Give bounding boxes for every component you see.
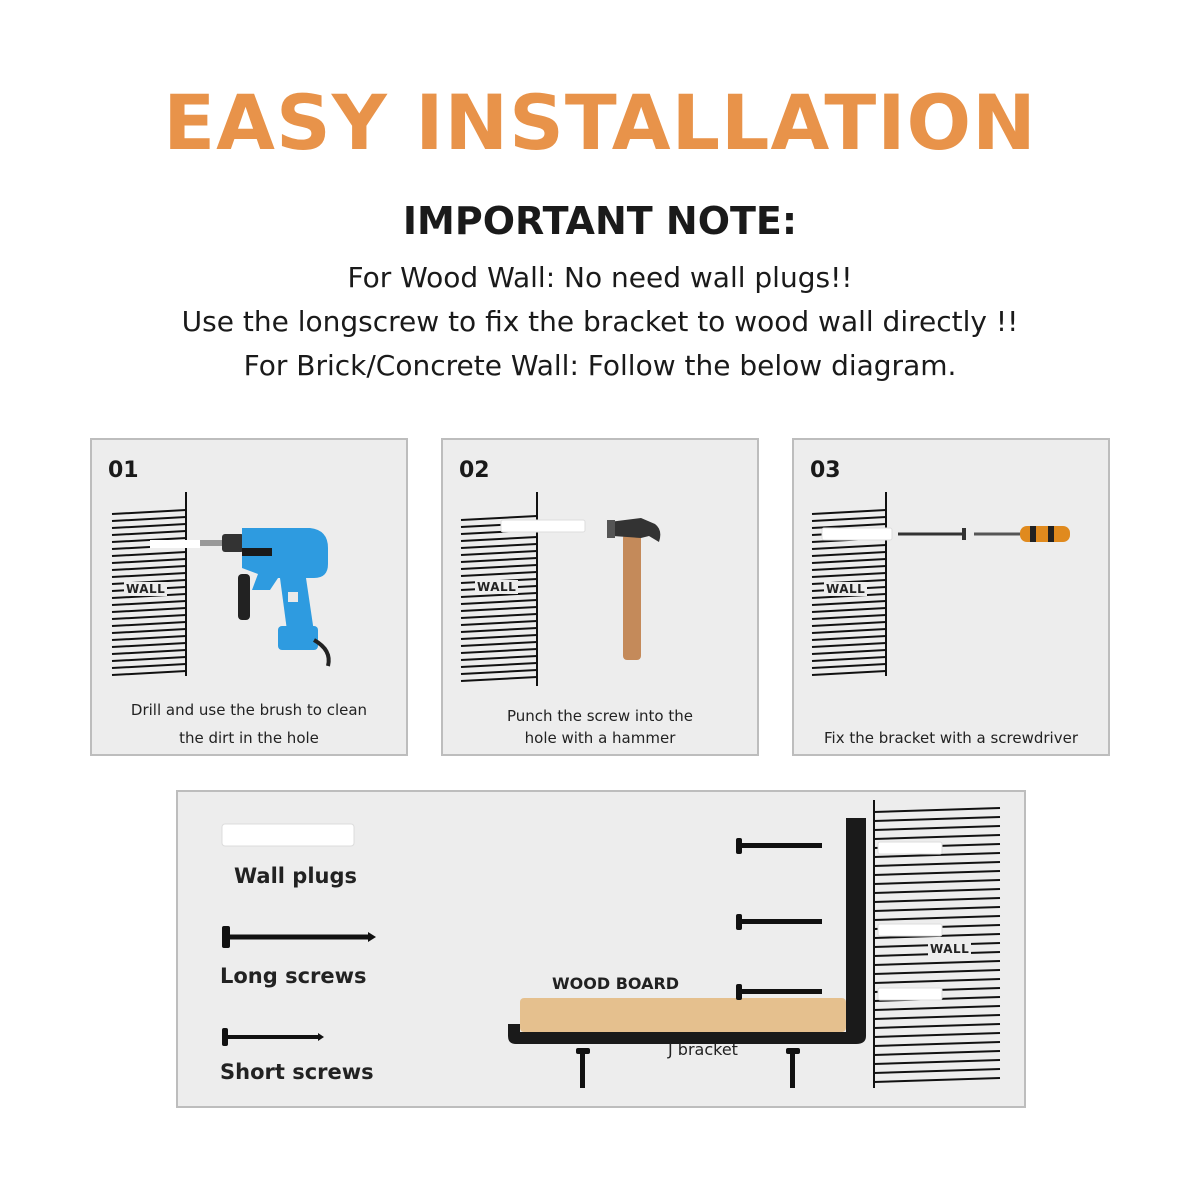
wall-hatch-line [112,615,186,619]
step-caption-line: Fix the bracket with a screwdriver [824,729,1078,747]
wall-plugs-label: Wall plugs [234,864,358,888]
step-caption-line: hole with a hammer [524,729,676,747]
wall-hatch-line [461,544,537,548]
j-bracket-label: J bracket [668,1040,738,1059]
wall-hatch-line [812,664,886,668]
screwdriver-illustration [794,440,1110,756]
wall-hatch-line [874,979,1000,983]
wall-hatch-line [874,1078,1000,1082]
wall-hatch-line [874,907,1000,911]
wall-hatch-line [112,636,186,640]
wall-hatch-line [812,517,886,521]
wall-hatch-line [461,565,537,569]
long-screw-installed [736,838,822,1000]
wall-hatch-line [112,566,186,570]
wall-label: WALL [126,582,166,596]
wall-hatch-line [112,650,186,654]
wall-hatch-line [812,524,886,528]
hammer-icon [607,518,660,660]
wall-hatch-line [812,545,886,549]
step-number: 02 [459,458,490,483]
note-line-brick-wall: For Brick/Concrete Wall: Follow the below diagram. [243,349,957,382]
wall-hatch-line [874,1024,1000,1028]
wall-hatch-line [461,558,537,562]
step-panel-03 [792,438,1110,756]
wall-hatch-line [812,559,886,563]
long-screws-label: Long screws [220,964,367,988]
wall-hatch-line [812,608,886,612]
wall-hatch-line [812,615,886,619]
wall-hatch-line [874,835,1000,839]
note-line-longscrew: Use the longscrew to fix the bracket to wood wall directly !! [181,305,1019,338]
wall-hatch-line [461,572,537,576]
wall-hatch-line [812,552,886,556]
important-note-heading: IMPORTANT NOTE: [402,199,798,243]
wall-hatch-line [874,1069,1000,1073]
short-screws-label: Short screws [220,1060,374,1084]
wall-hatch-line [112,510,186,514]
wall-hatch-line [812,671,886,675]
page-title: EASY INSTALLATION [163,78,1037,167]
wall-hatch-line [874,1060,1000,1064]
screwdriver-icon [974,526,1070,542]
note-line-wood-wall: For Wood Wall: No need wall plugs!! [347,261,853,294]
wall-hatch-line [812,650,886,654]
step-number: 03 [810,458,841,483]
wall-hatch-line [874,1033,1000,1037]
wall-hatch-line [112,559,186,563]
wall-hatch-line [812,636,886,640]
wall-hatch-line [874,862,1000,866]
wall-hatch-line [812,573,886,577]
wall-hatch-line [461,516,537,520]
long-screw-part-icon [222,926,376,948]
screw-icon [898,528,966,540]
wall-label: WALL [930,942,970,956]
wall-hatch-line [461,537,537,541]
wall-hatch-line [812,601,886,605]
wall-hatch-line [461,614,537,618]
wall-hatch-line [461,551,537,555]
wall-hatch-line [874,1042,1000,1046]
wall-hatch-line [112,608,186,612]
wall-hatch-line [112,622,186,626]
wall-hatch-line [874,826,1000,830]
wall-hatch-line [812,510,886,514]
wall-hatch-line [112,664,186,668]
step-caption-line: Drill and use the brush to clean [130,701,368,719]
wall-hatch-line [461,600,537,604]
wall-hatch-line [874,817,1000,821]
wall-hatch-line [812,622,886,626]
wall-plug-part-icon [222,824,354,846]
wall-hatch-line [874,880,1000,884]
wall-hatch-line [812,657,886,661]
wall-hatch-line [112,671,186,675]
wall-hatch-line [812,629,886,633]
wall-hatch-line [112,643,186,647]
wall-hatch-line [112,629,186,633]
wall-hatch-line [112,531,186,535]
wall-label: WALL [826,582,866,596]
wall-hatch-line [874,898,1000,902]
wall-hatch-line [112,601,186,605]
wall-hatch-line [461,607,537,611]
wall-plug [501,520,585,532]
wall-hatch-line [461,621,537,625]
wall-hatch-line [874,1006,1000,1010]
step-number: 01 [108,458,139,483]
wall-hatch-line [112,517,186,521]
wall-hatch-line [461,670,537,674]
wall-hatch-line [874,871,1000,875]
wall-hatch-line [461,628,537,632]
assembly-panel [176,790,1026,1108]
wall-plug [822,528,892,540]
step-caption-line: the dirt in the hole [179,729,319,747]
wall-hatch-line [874,1015,1000,1019]
wall-hatch-line [812,643,886,647]
wall-hatch-line [461,642,537,646]
wall-hatch-line [461,663,537,667]
step-panel-01 [90,438,408,756]
drill-icon [200,528,329,666]
wall-hatch-line [461,635,537,639]
wall-hatch-line [874,889,1000,893]
wood-board [520,998,846,1032]
wall-hatch-line [461,656,537,660]
step-panel-02 [441,438,759,756]
wall-hatch-line [112,552,186,556]
wall-hatch-line [874,961,1000,965]
wall-hatch-line [112,657,186,661]
wood-board-label: WOOD BOARD [552,974,680,993]
wall-hatch-line [874,1051,1000,1055]
wall-label: WALL [477,580,517,594]
wall-hatch-line [461,677,537,681]
wall-hatch-line [461,649,537,653]
short-screw-part-icon [222,1028,324,1046]
step-caption-line: Punch the screw into the [507,707,693,725]
wall-hatch-line [874,808,1000,812]
wall-hatch-line [112,524,186,528]
wall-hatch-line [874,916,1000,920]
wall-hatch-line [812,566,886,570]
wall-plug-hole [150,540,200,548]
wall-hatch-line [112,573,186,577]
wall-hatch-line [874,970,1000,974]
